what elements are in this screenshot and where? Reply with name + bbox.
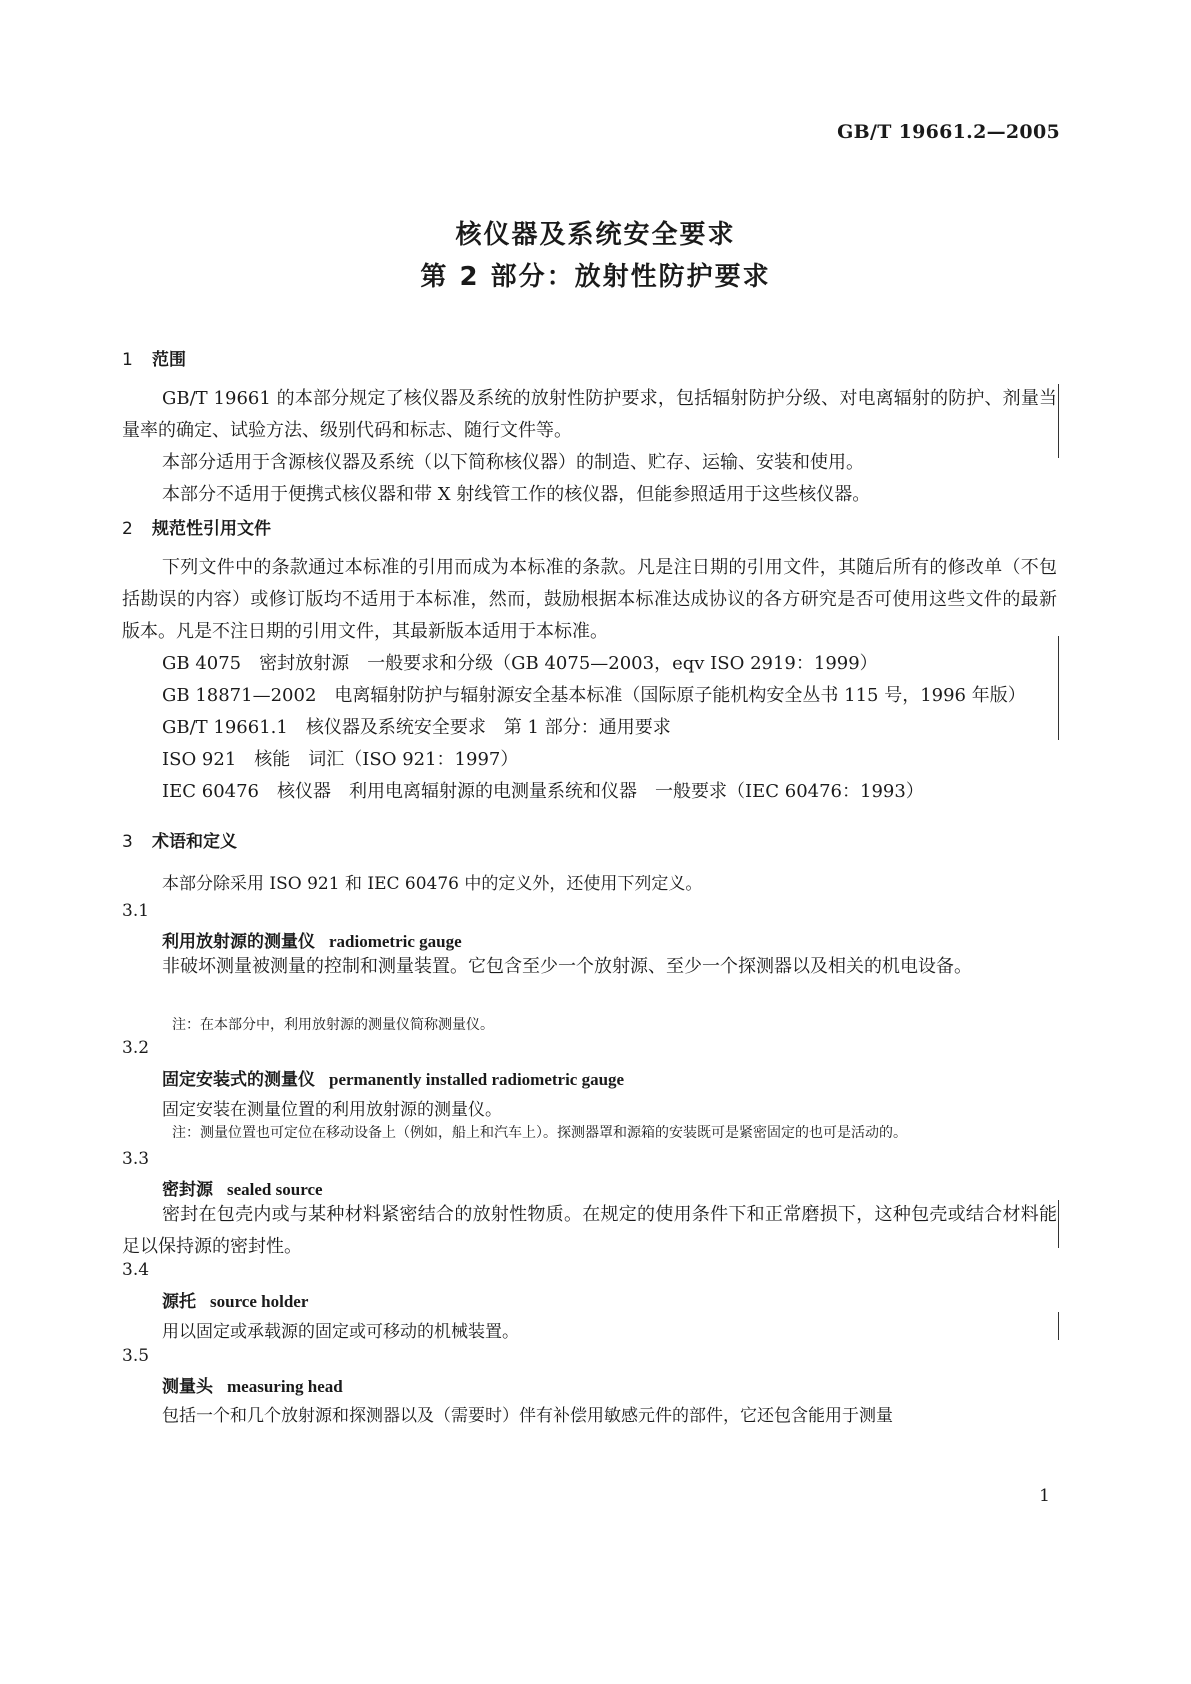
term-heading [162,1372,343,1397]
reference-item: GB/T 19661.1 核仪器及系统安全要求 第 1 部分：通用要求 [162,717,671,738]
term-definition: 包括一个和几个放射源和探测器以及（需要时）伴有补偿用敏感元件的部件，它还包含能用于测量 [162,1406,893,1426]
term-number: 3.3 [122,1149,150,1169]
section-3-heading [122,827,237,852]
term-definition: 用以固定或承载源的固定或可移动的机械装置。 [162,1322,519,1342]
change-bar [1058,636,1059,740]
term-en: radiometric gauge [329,932,462,951]
term-heading [162,1287,308,1312]
term-en: measuring head [227,1377,343,1396]
section-title: 范围 [152,350,186,370]
section-3-intro: 本部分除采用 ISO 921 和 IEC 60476 中的定义外，还使用下列定义。 [162,874,703,894]
term-heading [162,927,462,952]
paragraph: 下列文件中的条款通过本标准的引用而成为本标准的条款。凡是注日期的引用文件，其随后所有的修改单（不包括勘误的内容）或修订版均不适用于本标准，然而，鼓励根据本标准达成协议的各方研究是否可使用这些文件的最新版本。凡是不注日期的引用文件，其最新版本适用于本标准。 [122,557,1057,642]
section-1-heading [122,345,186,370]
term-definition: 固定安装在测量位置的利用放射源的测量仪。 [162,1100,502,1120]
section-number: 2 [122,519,133,539]
term-note: 注：在本部分中，利用放射源的测量仪简称测量仪。 [172,1017,494,1033]
section-number: 1 [122,350,133,370]
document-title: 核仪器及系统安全要求 [455,220,736,250]
standard-number: GB/T 19661.2—2005 [837,121,1060,143]
section-number: 3 [122,832,133,852]
page-number: 1 [1039,1486,1050,1506]
term-definition [122,1199,1057,1263]
term-zh: 源托 [162,1292,196,1312]
term-zh: 固定安装式的测量仪 [162,1070,315,1090]
term-number: 3.5 [122,1346,150,1366]
section-title: 术语和定义 [152,832,237,852]
term-en: permanently installed radiometric gauge [329,1070,625,1089]
reference-item: GB 18871—2002 电离辐射防护与辐射源安全基本标准（国际原子能机构安全丛书 115 号，1996 年版） [162,685,1026,706]
paragraph: 本部分适用于含源核仪器及系统（以下简称核仪器）的制造、贮存、运输、安装和使用。 [162,452,864,473]
section-1-body [122,383,1057,511]
reference-item: IEC 60476 核仪器 利用电离辐射源的电测量系统和仪器 一般要求（IEC 60476：1993） [162,781,924,802]
section-title: 规范性引用文件 [152,519,271,539]
section-2-body [122,552,1057,808]
term-heading [162,1175,323,1200]
term-note: 注：测量位置也可定位在移动设备上（例如，船上和汽车上）。探测器罩和源箱的安装既可是紧密固定的也可是活动的。 [172,1125,907,1141]
reference-item: ISO 921 核能 词汇（ISO 921：1997） [162,749,519,770]
term-heading [162,1065,624,1090]
term-zh: 测量头 [162,1377,213,1397]
term-number: 3.4 [122,1260,150,1280]
term-definition [122,951,1057,983]
paragraph: GB/T 19661 的本部分规定了核仪器及系统的放射性防护要求，包括辐射防护分级、对电离辐射的防护、剂量当量率的确定、试验方法、级别代码和标志、随行文件等。 [122,388,1057,441]
term-en: sealed source [227,1180,323,1199]
change-bar [1058,1200,1059,1248]
document-subtitle: 第 2 部分：放射性防护要求 [420,262,771,292]
change-bar [1058,1312,1059,1340]
term-zh: 密封源 [162,1180,213,1200]
paragraph: 密封在包壳内或与某种材料紧密结合的放射性物质。在规定的使用条件下和正常磨损下，这种包壳或结合材料能足以保持源的密封性。 [122,1204,1057,1257]
change-bar [1058,384,1059,458]
section-2-heading [122,514,271,539]
term-number: 3.1 [122,901,150,921]
paragraph: 非破坏测量被测量的控制和测量装置。它包含至少一个放射源、至少一个探测器以及相关的机电设备。 [162,956,972,977]
term-en: source holder [210,1292,309,1311]
term-zh: 利用放射源的测量仪 [162,932,315,952]
paragraph: 本部分不适用于便携式核仪器和带 X 射线管工作的核仪器，但能参照适用于这些核仪器。 [162,484,871,505]
term-number: 3.2 [122,1038,150,1058]
reference-item: GB 4075 密封放射源 一般要求和分级（GB 4075—2003，eqv ISO 2919：1999） [162,653,878,674]
